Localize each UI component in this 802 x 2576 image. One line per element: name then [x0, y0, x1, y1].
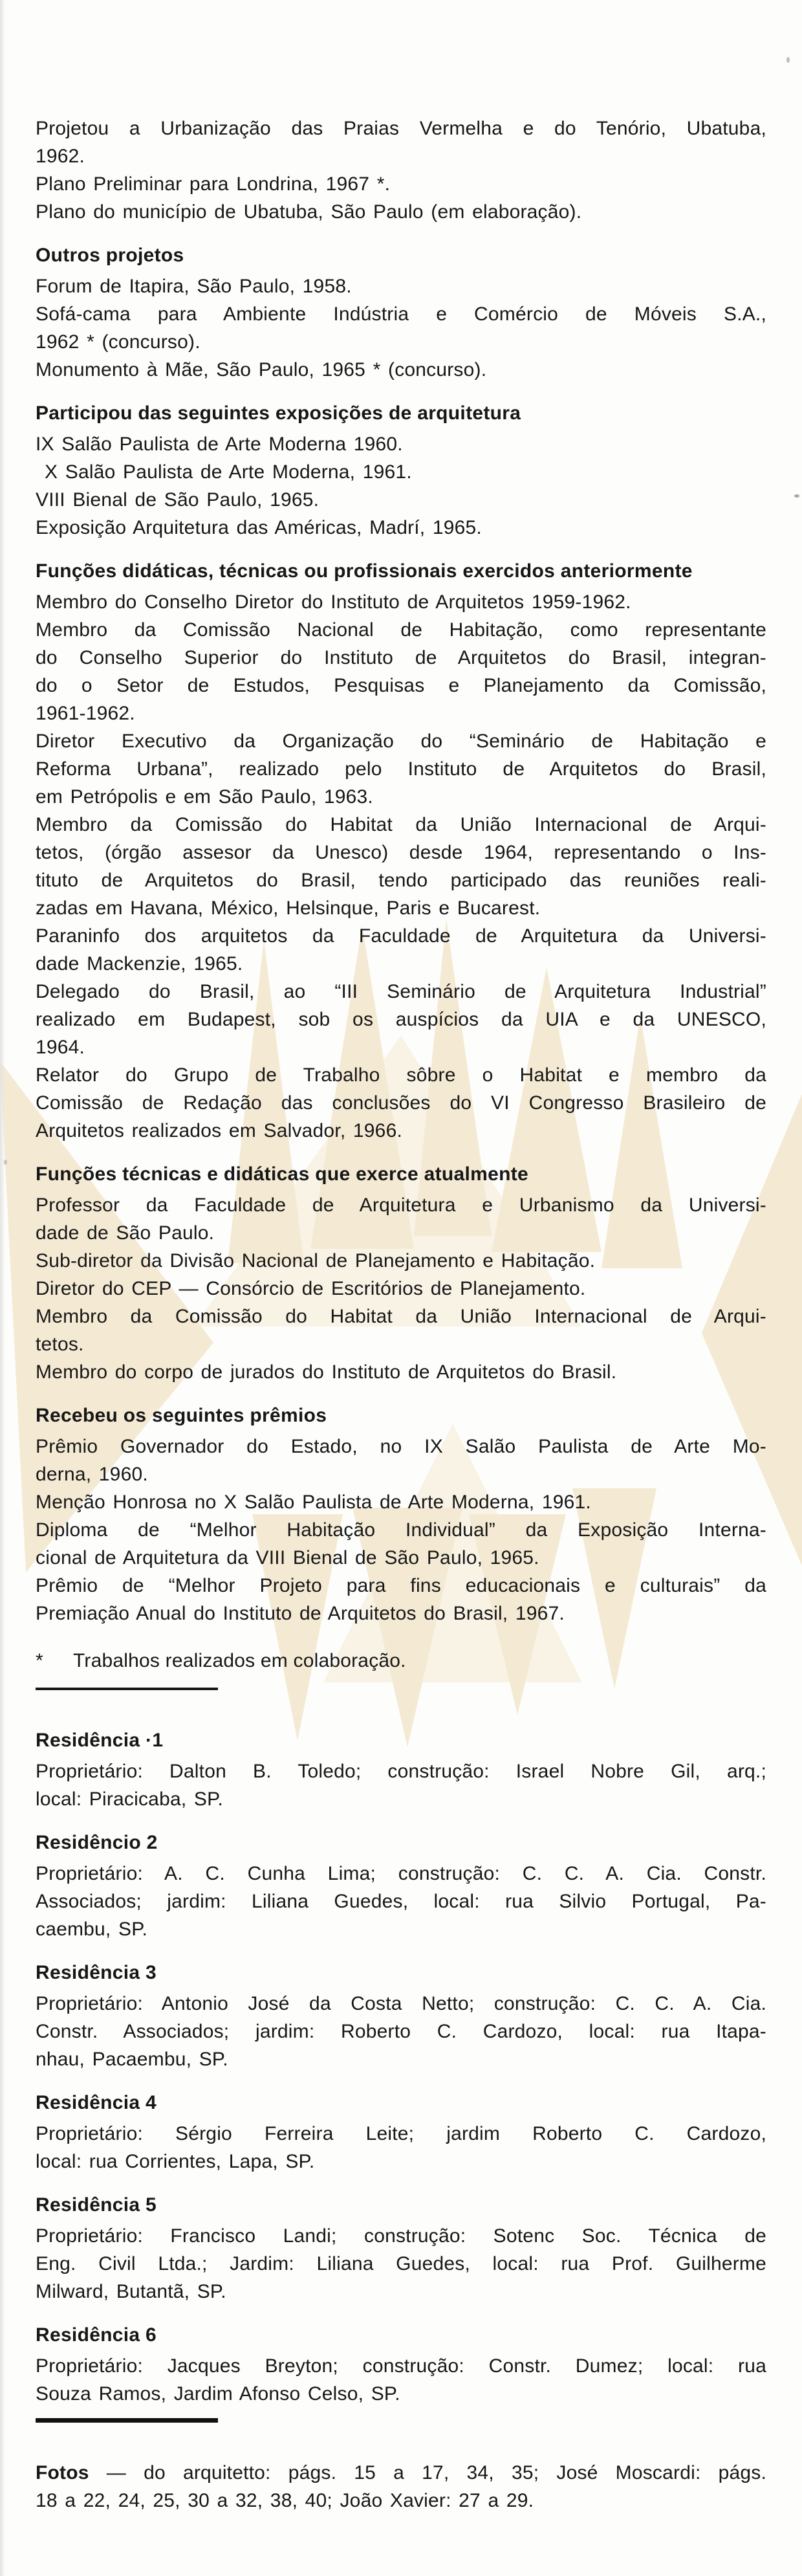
body-line: Membro do Conselho Diretor do Instituto de Arquitetos 1959-1962.: [36, 591, 631, 613]
section-heading: Participou das seguintes exposições de arquitetura: [36, 402, 521, 424]
residence-heading: Residência 4: [36, 2092, 157, 2113]
paragraph: [36, 978, 766, 1061]
body-line: Prêmio de “Melhor Projeto para fins educacionais e culturais” da: [36, 1575, 766, 1596]
body-line: Exposição Arquitetura das Américas, Madrí, 1965.: [36, 517, 482, 538]
body-line: Sub-diretor da Divisão Nacional de Planejamento e Habitação.: [36, 1250, 596, 1271]
body-line: Plano do município de Ubatuba, São Paulo (em elaboração).: [36, 201, 582, 223]
section-heading: Funções técnicas e didáticas que exerce atualmente: [36, 1163, 528, 1185]
body-line: Comissão de Redação das conclusões do VI Congresso Brasileiro de: [36, 1092, 766, 1114]
residence-heading: Residência 6: [36, 2324, 157, 2346]
footnote-text: Trabalhos realizados em colaboração.: [73, 1650, 406, 1671]
paragraph: [36, 170, 766, 198]
body-line: Diretor do CEP — Consórcio de Escritórios de Planejamento.: [36, 1278, 586, 1299]
paragraph: [36, 1247, 766, 1275]
body-line: Membro da Comissão do Habitat da União Internacional de Arqui-: [36, 1306, 766, 1327]
body-line: Constr. Associados; jardim: Roberto C. Cardozo, local: rua Itapa-: [36, 2021, 766, 2042]
paragraph: [36, 115, 766, 170]
paragraph: [36, 1860, 766, 1943]
body-line: Membro da Comissão Nacional de Habitação, como representante: [36, 619, 766, 641]
body-line: Proprietário: Antonio José da Costa Netto; construção: C. C. A. Cia.: [36, 1993, 766, 2014]
body-line: Membro da Comissão do Habitat da União Internacional de Arqui-: [36, 814, 766, 835]
paragraph: [36, 1061, 766, 1145]
body-line: Menção Honrosa no X Salão Paulista de Arte Moderna, 1961.: [36, 1492, 591, 1513]
paragraph: [36, 1303, 766, 1358]
paragraph: [36, 811, 766, 922]
divider-thin: [36, 1688, 218, 1690]
body-line: dade Mackenzie, 1965.: [36, 953, 243, 974]
body-line: Membro do corpo de jurados do Instituto de Arquitetos do Brasil.: [36, 1361, 617, 1383]
body-line: do o Setor de Estudos, Pesquisas e Planejamento da Comissão,: [36, 675, 766, 696]
paragraph: [36, 588, 766, 616]
paragraph: [36, 198, 766, 226]
paragraph: [36, 1191, 766, 1247]
paragraph: [36, 1433, 766, 1488]
photo-credits-line: [36, 2459, 766, 2487]
paragraph: [36, 2352, 766, 2408]
photo-credits-label: Fotos: [36, 2462, 89, 2483]
paragraph: [36, 514, 766, 542]
paragraph: [36, 727, 766, 811]
body-line: tetos, (órgão assesor da Unesco) desde 1964, representando o Ins-: [36, 842, 766, 863]
paragraph: [36, 356, 766, 384]
body-line: local: rua Corrientes, Lapa, SP.: [36, 2151, 315, 2172]
paragraph: [36, 1757, 766, 1813]
body-line: Delegado do Brasil, ao “III Seminário de Arquitetura Industrial”: [36, 981, 766, 1002]
paragraph: [36, 1358, 766, 1386]
body-line: Sofá-cama para Ambiente Indústria e Comércio de Móveis S.A.,: [36, 303, 766, 325]
body-line: Projetou a Urbanização das Praias Vermelha e do Tenório, Ubatuba,: [36, 118, 766, 139]
body-line: realizado em Budapest, sob os auspícios da UIA e da UNESCO,: [36, 1009, 766, 1030]
body-line: 1961-1962.: [36, 703, 135, 724]
residence-heading: Residência ·1: [36, 1730, 164, 1751]
paragraph: [36, 430, 766, 458]
photo-credits-text: — do arquitetto: págs. 15 a 17, 34, 35; José Moscardi: págs.: [89, 2462, 766, 2483]
body-line: do Conselho Superior do Instituto de Arquitetos do Brasil, integran-: [36, 647, 766, 668]
section-heading: Funções didáticas, técnicas ou profissionais exercidos anteriormente: [36, 560, 693, 582]
body-line: Diretor Executivo da Organização do “Seminário de Habitação e: [36, 731, 766, 752]
body-line: Proprietário: Dalton B. Toledo; construção: Israel Nobre Gil, arq.;: [36, 1761, 766, 1782]
paragraph: [36, 2120, 766, 2175]
section-heading: Recebeu os seguintes prêmios: [36, 1405, 327, 1426]
body-line: Proprietário: Sérgio Ferreira Leite; jardim Roberto C. Cardozo,: [36, 2123, 766, 2144]
body-line: Paraninfo dos arquitetos da Faculdade de Arquitetura da Universi-: [36, 925, 766, 947]
paragraph: [36, 1572, 766, 1627]
body-line: Eng. Civil Ltda.; Jardim: Liliana Guedes, local: rua Prof. Guilherme: [36, 2253, 766, 2274]
paragraph: [36, 486, 766, 514]
body-line: Proprietário: Jacques Breyton; construção: Constr. Dumez; local: rua: [36, 2355, 766, 2377]
divider-thick: [36, 2418, 218, 2423]
paragraph: [36, 1488, 766, 1516]
body-line: Reforma Urbana”, realizado pelo Instituto de Arquitetos do Brasil,: [36, 758, 766, 780]
paragraph: [36, 1516, 766, 1572]
body-line: IX Salão Paulista de Arte Moderna 1960.: [36, 434, 403, 455]
body-line: X Salão Paulista de Arte Moderna, 1961.: [45, 461, 412, 483]
body-line: Souza Ramos, Jardim Afonso Celso, SP.: [36, 2383, 400, 2405]
body-line: Diploma de “Melhor Habitação Individual” da Exposição Interna-: [36, 1519, 766, 1541]
body-line: Monumento à Mãe, São Paulo, 1965 * (concurso).: [36, 359, 487, 380]
paragraph: [36, 2222, 766, 2306]
body-line: cional de Arquitetura da VIII Bienal de São Paulo, 1965.: [36, 1547, 539, 1569]
body-line: nhau, Pacaembu, SP.: [36, 2049, 228, 2070]
body-line: 1964.: [36, 1037, 85, 1058]
paragraph: [36, 458, 766, 486]
body-line: Professor da Faculdade de Arquitetura e Urbanismo da Universi-: [36, 1194, 766, 1216]
footnote-star: *: [36, 1650, 43, 1671]
footnote: [36, 1647, 766, 1675]
residence-heading: Residência 5: [36, 2194, 157, 2216]
body-line: 1962 * (concurso).: [36, 331, 200, 353]
paragraph: [36, 922, 766, 978]
residence-heading: Residência 3: [36, 1962, 157, 1983]
body-line: Prêmio Governador do Estado, no IX Salão Paulista de Arte Mo-: [36, 1436, 766, 1457]
section-heading: Outros projetos: [36, 245, 184, 266]
body-line: Forum de Itapira, São Paulo, 1958.: [36, 276, 352, 297]
photo-credits-line: 18 a 22, 24, 25, 30 a 32, 38, 40; João Xavier: 27 a 29.: [36, 2490, 534, 2511]
paragraph: [36, 616, 766, 727]
body-line: Plano Preliminar para Londrina, 1967 *.: [36, 173, 391, 195]
body-line: Proprietário: Francisco Landi; construção: Sotenc Soc. Técnica de: [36, 2225, 766, 2247]
body-line: local: Piracicaba, SP.: [36, 1789, 223, 1810]
body-line: Milward, Butantã, SP.: [36, 2281, 226, 2302]
paragraph: [36, 1275, 766, 1303]
body-line: caembu, SP.: [36, 1919, 148, 1940]
body-line: VIII Bienal de São Paulo, 1965.: [36, 489, 320, 511]
body-line: tituto de Arquitetos do Brasil, tendo participado das reuniões reali-: [36, 870, 766, 891]
body-line: tetos.: [36, 1334, 84, 1355]
body-line: derna, 1960.: [36, 1464, 148, 1485]
residence-heading: Residêncio 2: [36, 1832, 158, 1853]
body-line: 1962.: [36, 146, 85, 167]
body-line: Arquitetos realizados em Salvador, 1966.: [36, 1120, 402, 1141]
body-line: Proprietário: A. C. Cunha Lima; construção: C. C. A. Cia. Constr.: [36, 1863, 766, 1884]
body-line: dade de São Paulo.: [36, 1222, 215, 1244]
body-line: Associados; jardim: Liliana Guedes, local: rua Silvio Portugal, Pa-: [36, 1891, 766, 1912]
photo-credits: [36, 2459, 766, 2515]
paragraph: [36, 272, 766, 300]
body-line: Premiação Anual do Instituto de Arquitetos do Brasil, 1967.: [36, 1603, 565, 1624]
body-line: em Petrópolis e em São Paulo, 1963.: [36, 786, 373, 808]
body-line: zadas em Havana, México, Helsinque, Paris e Bucarest.: [36, 897, 541, 919]
body-line: Relator do Grupo de Trabalho sôbre o Habitat e membro da: [36, 1064, 766, 1086]
paragraph: [36, 300, 766, 356]
paragraph: [36, 1990, 766, 2073]
